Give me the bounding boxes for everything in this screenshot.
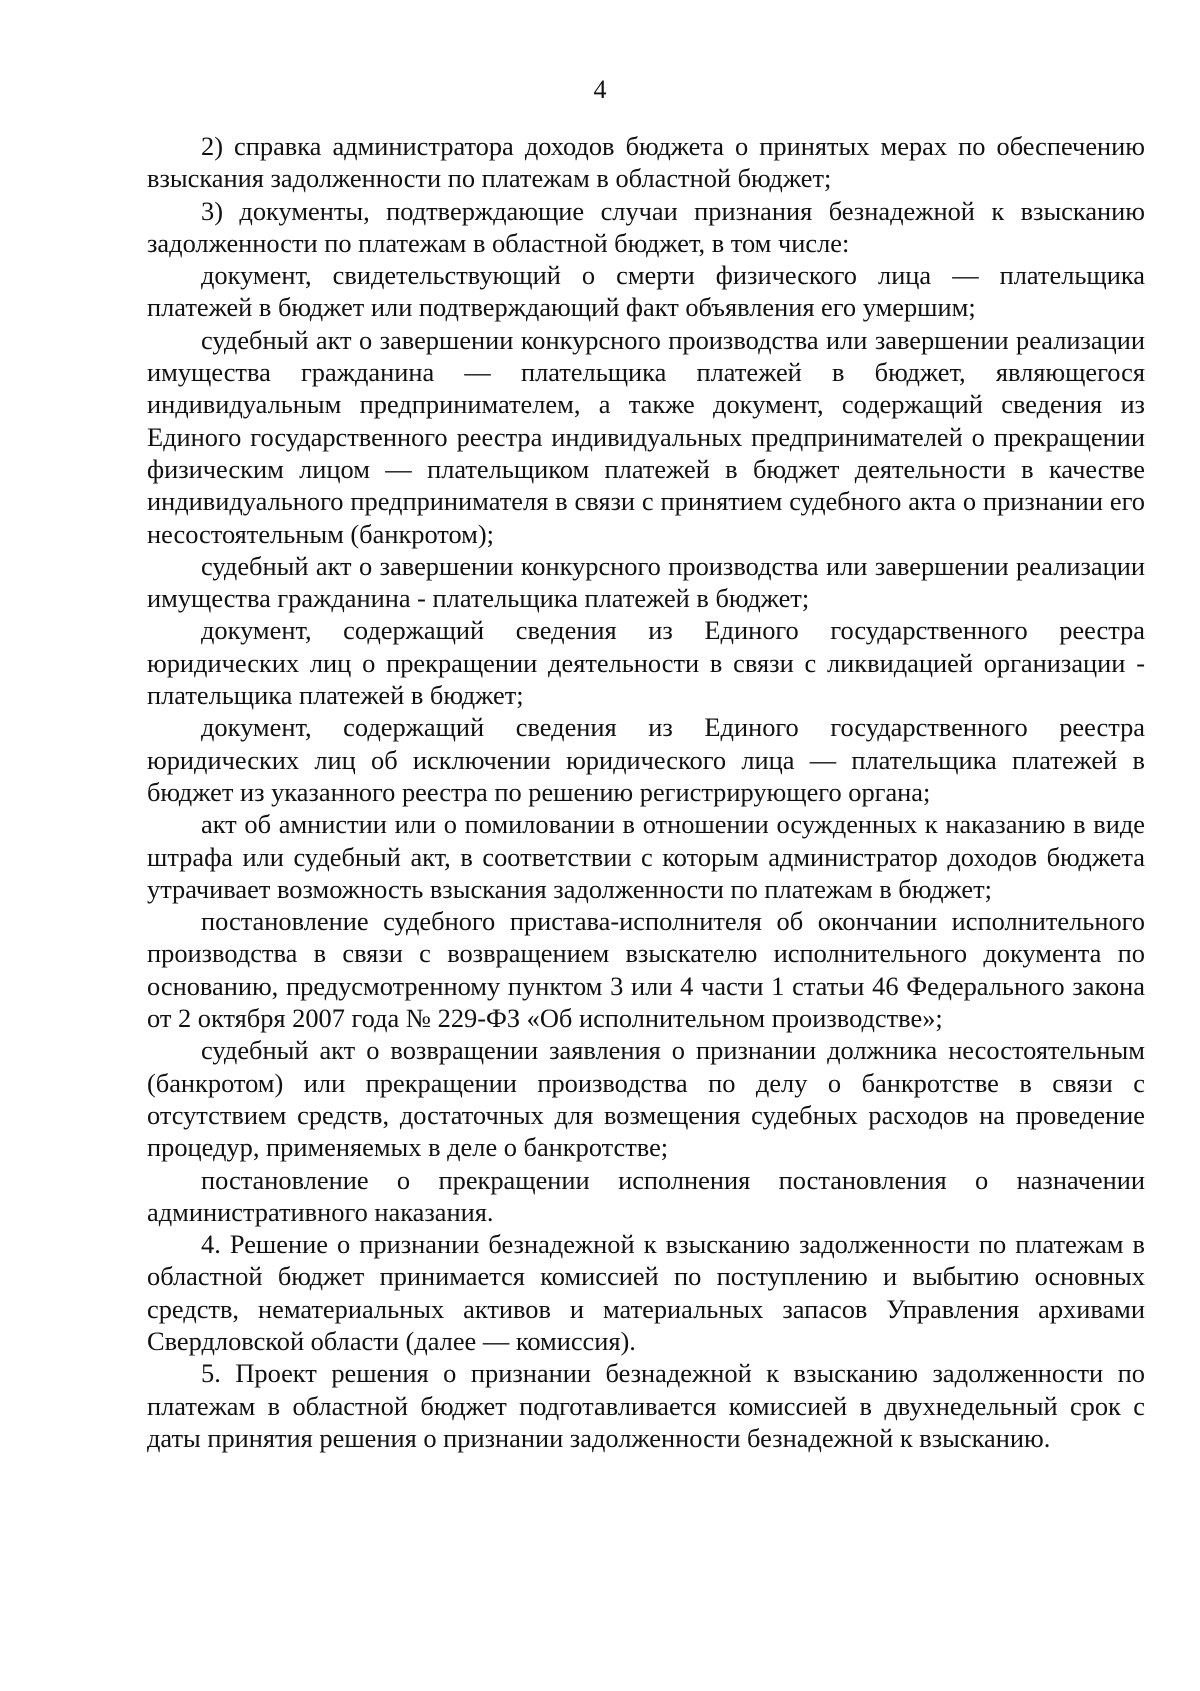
document-body	[147, 130, 1145, 1454]
paragraph-amnesty: акт об амнистии или о помиловании в отношении осужденных к наказанию в виде штрафа или судебный акт, в соответствии с которым администратор доходов бюджета утрачивает возможность взыскания задолженности по платежам в бюджет;	[147, 809, 1145, 904]
page-number: 4	[593, 75, 607, 104]
paragraph-exclusion-from-register: документ, содержащий сведения из Единого государственного реестра юридических лиц об исключении юридического лица — плательщика платежей в бюджет из указанного реестра по решению регистрирующего органа;	[147, 712, 1145, 807]
paragraph-bailiff-resolution: постановление судебного пристава-исполнителя об окончании исполнительного производства в связи с возвращением взыскателю исполнительного документа по основанию, предусмотренному пунктом 3 или 4 части 1 статьи 46 Федерального закона от 2 октября 2007 года № 229-ФЗ «Об исполнительном производстве»;	[147, 906, 1145, 1034]
paragraph-section-5-draft-decision: 5. Проект решения о признании безнадежной к взысканию задолженности по платежам в областной бюджет подготавливается комиссией в двухнедельный срок с даты принятия решения о признании задолженности безнадежной к взысканию.	[147, 1358, 1145, 1453]
paragraph-item-3-documents: 3) документы, подтверждающие случаи признания безнадежной к взысканию задолженности по платежам в областной бюджет, в том числе:	[147, 195, 1145, 258]
paragraph-item-2-reference: 2) справка администратора доходов бюджета о принятых мерах по обеспечению взыскания задолженности по платежам в областной бюджет;	[147, 131, 1145, 194]
paragraph-termination-of-execution: постановление о прекращении исполнения постановления о назначении административного наказания.	[147, 1164, 1145, 1227]
paragraph-section-4-commission: 4. Решение о признании безнадежной к взысканию задолженности по платежам в областной бюджет принимается комиссией по поступлению и выбытию основных средств, нематериальных активов и материальных запасов Управления архивами Свердловской области (далее — комиссия).	[147, 1229, 1145, 1356]
paragraph-liquidation: документ, содержащий сведения из Единого государственного реестра юридических лиц о прекращении деятельности в связи с ликвидацией организации - плательщика платежей в бюджет;	[147, 615, 1145, 711]
paragraph-returned-application: судебный акт о возвращении заявления о признании должника несостоятельным (банкротом) или прекращении производства по делу о банкротстве в связи с отсутствием средств, достаточных для возмещения судебных расходов на проведение процедур, применяемых в деле о банкротстве;	[147, 1035, 1145, 1163]
paragraph-death-certificate: документ, свидетельствующий о смерти физического лица — плательщика платежей в бюджет или подтверждающий факт объявления его умершим;	[147, 260, 1145, 323]
paragraph-bankruptcy-entrepreneur: судебный акт о завершении конкурсного производства или завершении реализации имущества гражданина — плательщика платежей в бюджет, являющегося индивидуальным предпринимателем, а также документ, содержащий сведения из Единого государственного реестра индивидуальных предпринимателей о прекращении физическим лицом — плательщиком платежей в бюджет деятельности в качестве индивидуального предпринимателя в связи с принятием судебного акта о признании его несостоятельным (банкротом);	[147, 324, 1145, 549]
paragraph-bankruptcy-citizen: судебный акт о завершении конкурсного производства или завершении реализации имущества гражданина - плательщика платежей в бюджет;	[147, 550, 1145, 614]
